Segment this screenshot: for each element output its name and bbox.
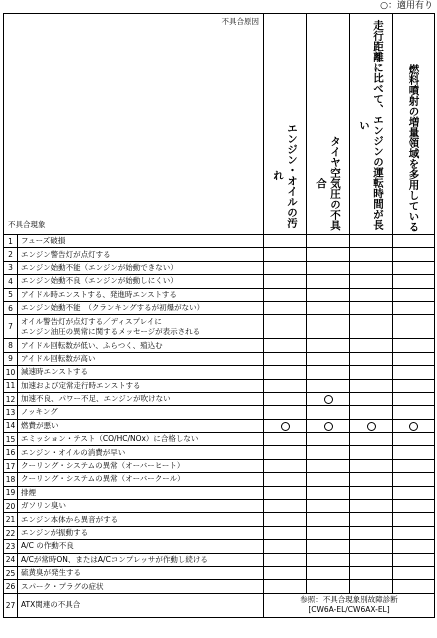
row-number: 19 [4,486,18,499]
mark-cell [393,366,435,379]
table-row [4,486,435,499]
phenomenon-text: 硫黄臭が発生する [21,568,81,578]
phenomenon-cell [18,248,264,261]
mark-cell [307,366,350,379]
table-row [4,406,435,419]
reference-line2: [CW6A-EL/CW6AX-EL] [308,605,390,615]
table-row [4,459,435,472]
phenomenon-text: クーリング・システムの異常（オーバークール） [21,474,185,484]
mark-cell [264,566,307,579]
phenomenon-text: クーリング・システムの異常（オーバーヒート） [21,461,185,471]
mark-cell [393,526,435,539]
column-header-oil [264,14,307,235]
mark-cell [264,261,307,274]
legend: ○：適用有り [380,1,433,11]
mark-cell [350,366,393,379]
mark-cell [307,352,350,365]
row-number: 1 [4,235,18,248]
mark-cell [264,352,307,365]
column-label: タイヤ空気圧の不具合 [315,135,341,231]
mark-cell [350,473,393,486]
phenomenon-cell [18,275,264,288]
row-number: 24 [4,553,18,566]
mark-cell [264,392,307,405]
phenomenon-text: 排煙 [21,487,36,497]
mark-cell [393,288,435,301]
mark-cell [264,275,307,288]
row-number: 18 [4,473,18,486]
mark-cell [307,580,350,593]
reference-line1: 参照：不具合現象別故障診断 [300,595,398,605]
phenomenon-cell [18,526,264,539]
phenomenon-text-line2: エンジン油圧の異常に関するメッセージが表示される [21,326,201,336]
phenomenon-text: フューズ破損 [21,236,66,246]
row-number: 13 [4,406,18,419]
mark-cell [393,379,435,392]
row-number: 2 [4,248,18,261]
column-header-fuel [393,14,435,235]
phenomenon-cell [18,366,264,379]
mark-cell [264,406,307,419]
mark-cell [350,248,393,261]
mark-cell [307,235,350,248]
mark-cell [307,526,350,539]
mark-cell [264,419,307,432]
phenomenon-cell [18,433,264,446]
mark-cell [307,566,350,579]
phenomenon-cell [18,235,264,248]
row-number: 10 [4,366,18,379]
row-number: 17 [4,459,18,472]
mark-cell [307,473,350,486]
table-row [4,366,435,379]
mark-cell [393,315,435,339]
mark-cell [350,500,393,513]
row-number: 4 [4,275,18,288]
applicable-circle-icon [324,422,333,431]
phenomenon-cell [18,419,264,432]
cause-label: 不具合原因 [221,17,259,26]
mark-cell [350,419,393,432]
mark-cell [264,580,307,593]
row-number: 7 [4,315,18,339]
mark-cell [264,379,307,392]
phenomenon-text: ガソリン臭い [21,501,66,511]
phenomenon-text: A/C の作動不良 [21,541,74,551]
mark-cell [350,275,393,288]
table-row [4,553,435,566]
table-row [4,500,435,513]
mark-cell [264,433,307,446]
phenomenon-text: ATX関連の不具合 [18,593,264,617]
table-row [4,433,435,446]
phenomenon-text: エンジン警告灯が点灯する [21,249,111,259]
mark-cell [350,486,393,499]
row-number: 23 [4,540,18,553]
row-number: 6 [4,301,18,314]
mark-cell [393,248,435,261]
row-number: 11 [4,379,18,392]
phenomenon-cell [18,301,264,314]
column-header-tire [307,14,350,235]
mark-cell [350,339,393,352]
column-header-run-time [350,14,393,235]
phenomenon-text: エンジン始動不良（エンジンが始動しにくい） [21,276,178,286]
mark-cell [350,513,393,526]
mark-cell [264,473,307,486]
phenomenon-text: エンジン本体から異音がする [21,514,119,524]
row-number: 22 [4,526,18,539]
row-number: 16 [4,446,18,459]
row-number: 20 [4,500,18,513]
phenomenon-cell [18,459,264,472]
table-row [4,352,435,365]
mark-cell [350,553,393,566]
mark-cell [307,275,350,288]
mark-cell [264,500,307,513]
phenomenon-text: 加速不良、パワー不足、エンジンが吹けない [21,394,171,404]
mark-cell [350,446,393,459]
mark-cell [264,301,307,314]
mark-cell [307,392,350,405]
mark-cell [393,275,435,288]
mark-cell [350,540,393,553]
table-row [4,315,435,339]
mark-cell [264,315,307,339]
phenomenon-cell [18,406,264,419]
table-row [4,540,435,553]
phenomenon-text: アイドル回転数が高い [21,353,96,363]
phenomenon-text: 燃費が悪い [21,420,59,430]
mark-cell [393,486,435,499]
mark-cell [264,339,307,352]
mark-cell [264,459,307,472]
reference-note [264,593,435,617]
mark-cell [307,261,350,274]
mark-cell [393,261,435,274]
mark-cell [350,566,393,579]
diagnosis-table [3,13,435,618]
mark-cell [393,419,435,432]
table-row [4,580,435,593]
phenomenon-text: オイル警告灯が点灯する／ディスプレイに [21,316,162,326]
table-row [4,513,435,526]
phenomenon-cell [18,352,264,365]
mark-cell [264,366,307,379]
table-row [4,379,435,392]
applicable-circle-icon [324,395,333,404]
mark-cell [264,235,307,248]
phenomenon-text: エンジンが振動する [21,528,89,537]
mark-cell [350,235,393,248]
phenomenon-cell [18,540,264,553]
mark-cell [350,526,393,539]
table-row [4,235,435,248]
mark-cell [307,459,350,472]
mark-cell [307,553,350,566]
mark-cell [307,419,350,432]
mark-cell [393,580,435,593]
table-row [4,526,435,539]
table-row [4,248,435,261]
mark-cell [393,513,435,526]
table-row [4,261,435,274]
phenomenon-text: エンジン・オイルの消費が早い [21,447,126,457]
mark-cell [393,446,435,459]
mark-cell [307,513,350,526]
row-number: 3 [4,261,18,274]
mark-cell [350,261,393,274]
mark-cell [350,459,393,472]
mark-cell [393,339,435,352]
row-number: 14 [4,419,18,432]
mark-cell [350,379,393,392]
row-number: 9 [4,352,18,365]
phenomenon-cell [18,339,264,352]
mark-cell [350,433,393,446]
mark-cell [307,500,350,513]
mark-cell [350,392,393,405]
table-row [4,301,435,314]
mark-cell [393,352,435,365]
table-row [4,446,435,459]
mark-cell [307,486,350,499]
table-row [4,339,435,352]
mark-cell [393,500,435,513]
phenomenon-text: 加速および定常走行時エンストする [21,380,141,390]
mark-cell [307,433,350,446]
mark-cell [393,235,435,248]
mark-cell [307,540,350,553]
mark-cell [264,486,307,499]
mark-cell [264,288,307,301]
mark-cell [264,446,307,459]
mark-cell [350,352,393,365]
phenomenon-cell [18,315,264,339]
mark-cell [393,473,435,486]
mark-cell [307,406,350,419]
mark-cell [307,446,350,459]
phenomenon-text: エミッション・テスト（CO/HC/NOx）に合格しない [21,434,199,444]
mark-cell [307,379,350,392]
mark-cell [307,315,350,339]
row-number: 5 [4,288,18,301]
mark-cell [264,513,307,526]
phenomenon-cell [18,486,264,499]
mark-cell [307,339,350,352]
phenomenon-cell [18,553,264,566]
mark-cell [350,580,393,593]
table-row [4,566,435,579]
table-row [4,473,435,486]
mark-cell [393,459,435,472]
row-number: 8 [4,339,18,352]
phenomenon-text: アイドル回転数が低い、ふらつく、殖込む [21,340,163,350]
phenomenon-text: エンジン始動不能 （クランキングするが初爆がない） [21,303,205,313]
row-number: 27 [4,593,18,617]
mark-cell [393,540,435,553]
mark-cell [264,540,307,553]
phenomenon-cell [18,580,264,593]
mark-cell [350,301,393,314]
row-number: 21 [4,513,18,526]
mark-cell [393,566,435,579]
phenomenon-cell [18,513,264,526]
phenomenon-text: アイドル時エンストする、発進時エンストする [21,289,177,299]
mark-cell [350,406,393,419]
row-number: 12 [4,392,18,405]
phenomenon-cell [18,473,264,486]
applicable-circle-icon [281,422,290,431]
row-number: 15 [4,433,18,446]
header-corner [4,14,264,235]
column-label: エンジン・オイルの汚れ [272,122,298,228]
mark-cell [307,248,350,261]
phenomenon-cell [18,500,264,513]
phenomenon-cell [18,566,264,579]
mark-cell [393,301,435,314]
applicable-circle-icon [367,422,376,431]
mark-cell [307,288,350,301]
table-row [4,419,435,432]
phenomenon-cell [18,379,264,392]
phenomenon-text: ノッキング [21,407,58,417]
table-row [4,392,435,405]
phenomenon-text: スパーク・プラグの症状 [21,581,104,591]
phenomenon-text: A/Cが常時ON、またはA/Cコンプレッサが作動し続ける [21,554,208,564]
mark-cell [393,392,435,405]
mark-cell [393,553,435,566]
mark-cell [350,288,393,301]
phenomenon-cell [18,392,264,405]
phenomenon-text: エンジン始動不能（エンジンが始動できない） [21,262,178,272]
row-number: 25 [4,566,18,579]
phenomenon-text: 減速時エンストする [21,367,89,377]
phenomenon-cell [18,446,264,459]
table-row [4,275,435,288]
phenomenon-label: 不具合現象 [8,220,46,229]
mark-cell [264,553,307,566]
row-number: 26 [4,580,18,593]
table-row [4,288,435,301]
mark-cell [393,433,435,446]
mark-cell [264,248,307,261]
column-label: 燃料噴射の増量領域を多用している [407,64,420,232]
mark-cell [307,301,350,314]
mark-cell [264,526,307,539]
column-label: 走行距離に比べて、エンジンの運転時間が長い [358,20,384,230]
mark-cell [350,315,393,339]
table-row [4,593,435,617]
applicable-circle-icon [409,422,418,431]
phenomenon-cell [18,288,264,301]
phenomenon-cell [18,261,264,274]
mark-cell [393,406,435,419]
